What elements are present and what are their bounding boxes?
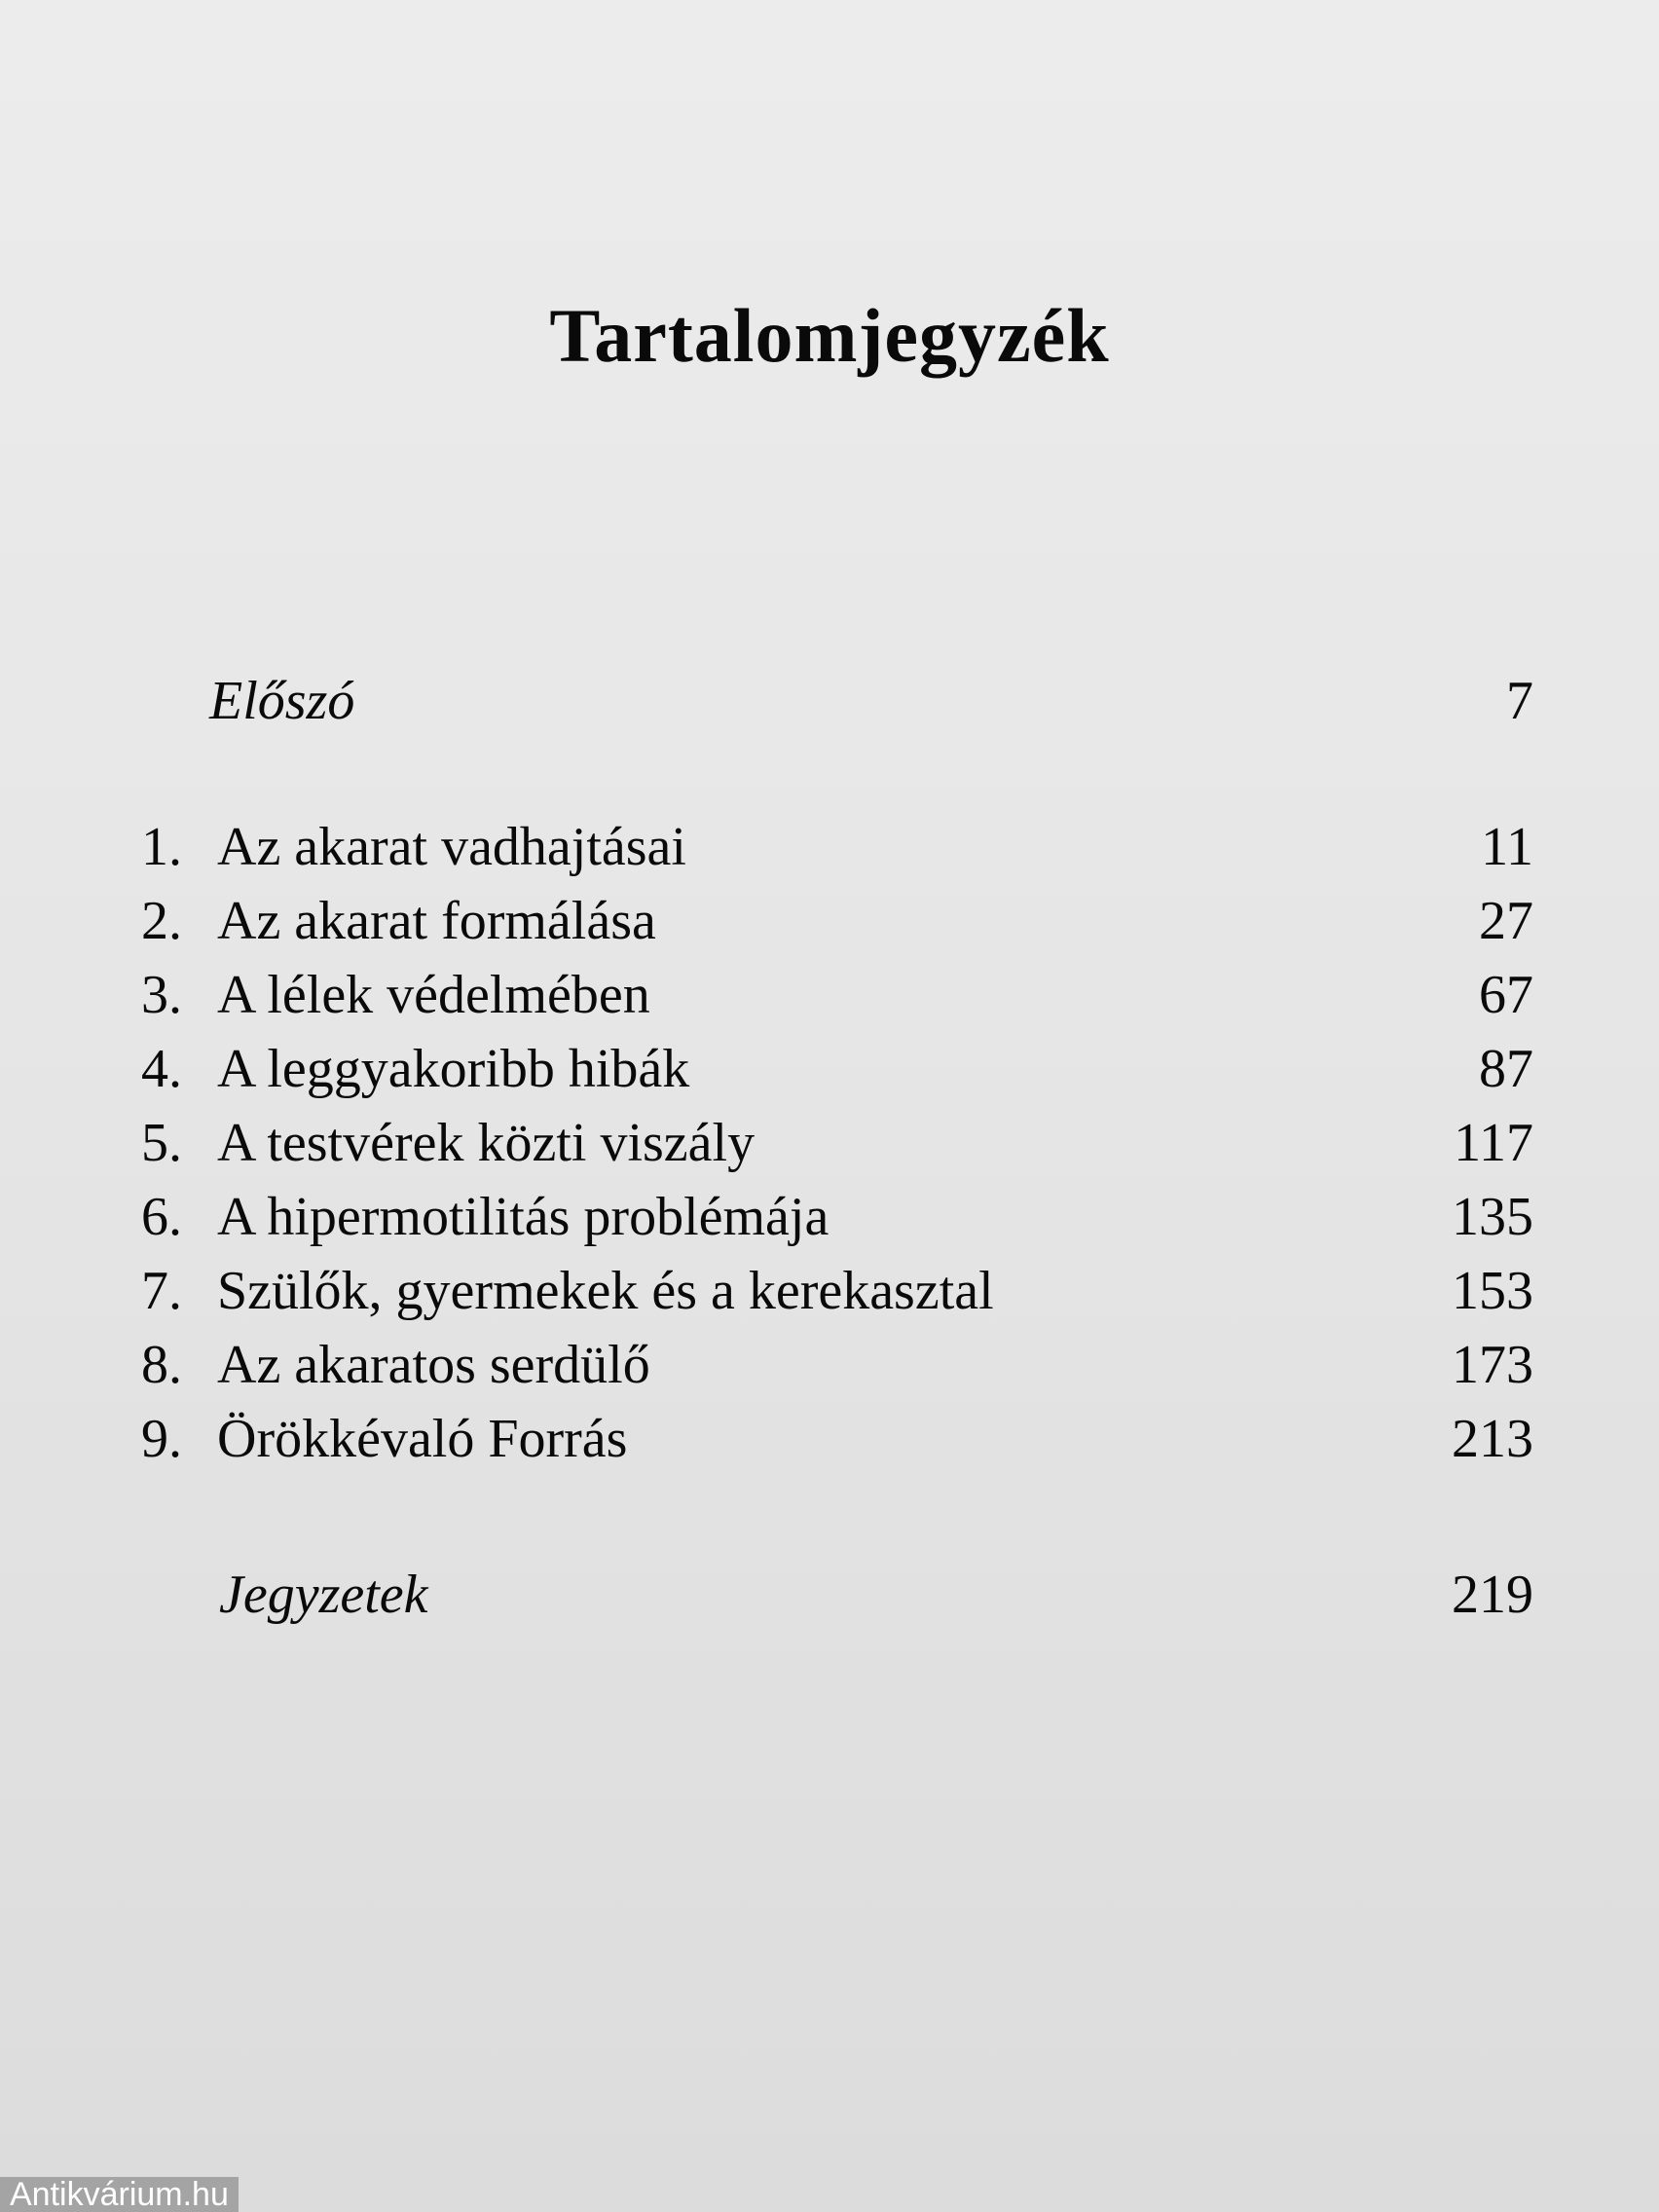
toc-entry-page: 67	[1479, 965, 1533, 1025]
toc-entry-chapter-6	[141, 1178, 1533, 1256]
toc-entry-chapter-9	[141, 1400, 1533, 1478]
toc-entry-number: 5.	[141, 1113, 182, 1173]
toc-entry-title: A lélek védelmében	[217, 965, 650, 1025]
toc-entry-notes	[141, 1556, 1533, 1634]
toc-entry-number: 8.	[141, 1335, 182, 1395]
toc-entry-page: 87	[1479, 1039, 1533, 1099]
toc-entry-chapter-7	[141, 1252, 1533, 1330]
toc-entry-chapter-5	[141, 1104, 1533, 1182]
toc-entry-chapter-3	[141, 956, 1533, 1034]
toc-entry-title: Jegyzetek	[219, 1565, 428, 1625]
toc-entry-title: Szülők, gyermekek és a kerekasztal	[217, 1261, 994, 1321]
toc-entry-page: 7	[1506, 671, 1533, 731]
toc-entry-page: 213	[1452, 1409, 1533, 1469]
toc-entry-preface	[141, 662, 1533, 740]
toc-entry-number: 1.	[141, 817, 182, 877]
toc-entry-number: 3.	[141, 965, 182, 1025]
toc-entry-title: A testvérek közti viszály	[217, 1113, 756, 1173]
toc-entry-number: 2.	[141, 891, 182, 951]
toc-entry-title: Az akarat vadhajtásai	[217, 817, 686, 877]
toc-entry-page: 173	[1452, 1335, 1533, 1395]
watermark: Antikvárium.hu	[0, 2177, 239, 2212]
toc-entry-title: Örökkévaló Forrás	[217, 1409, 628, 1469]
toc-entry-number: 6.	[141, 1187, 182, 1247]
toc-entry-title: A leggyakoribb hibák	[217, 1039, 690, 1099]
toc-entry-chapter-1	[141, 808, 1533, 886]
toc-entry-number: 9.	[141, 1409, 182, 1469]
toc-entry-page: 219	[1452, 1565, 1533, 1625]
toc-entry-chapter-8	[141, 1326, 1533, 1404]
toc-entry-page: 135	[1452, 1187, 1533, 1247]
page-title: Tartalomjegyzék	[549, 293, 1110, 378]
toc-entry-title: Az akaratos serdülő	[217, 1335, 650, 1395]
toc-entry-chapter-4	[141, 1030, 1533, 1108]
toc-entry-title: Előszó	[209, 671, 355, 731]
toc-entry-page: 153	[1452, 1261, 1533, 1321]
toc-entry-page: 27	[1479, 891, 1533, 951]
toc-entry-title: Az akarat formálása	[217, 891, 656, 951]
toc-entry-number: 4.	[141, 1039, 182, 1099]
toc-entry-number: 7.	[141, 1261, 182, 1321]
toc-entry-page: 117	[1454, 1113, 1533, 1173]
toc-entry-chapter-2	[141, 882, 1533, 960]
toc-entry-page: 11	[1481, 817, 1533, 877]
toc-entry-title: A hipermotilitás problémája	[217, 1187, 830, 1247]
